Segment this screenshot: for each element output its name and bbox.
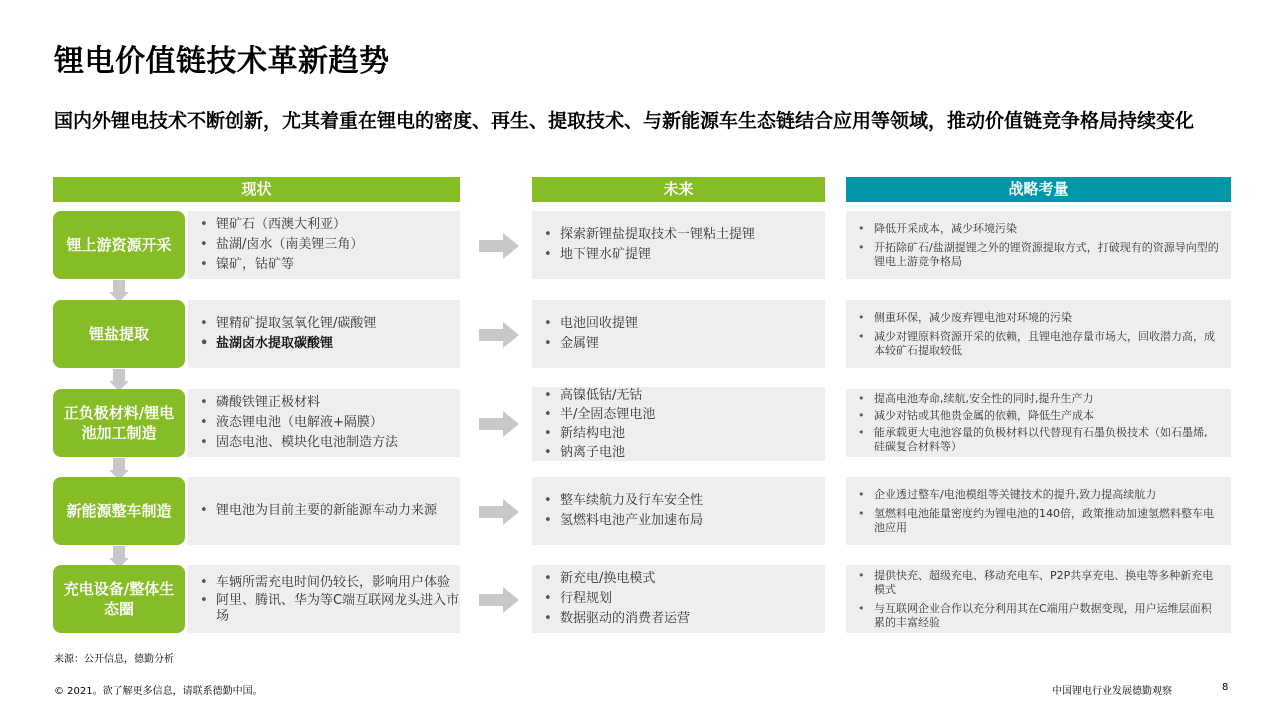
list-item: • 探索新锂盐提取技术一锂粘土提锂 [542, 225, 825, 245]
right-arrow-icon [479, 411, 519, 437]
list-item: • 氢燃料电池产业加速布局 [542, 511, 825, 531]
stage-label: 新能源整车制造 [53, 477, 185, 545]
current-status-list [198, 314, 460, 354]
list-item: • 地下锂水矿提锂 [542, 245, 825, 265]
current-status-list [198, 501, 460, 521]
strategy-box [846, 477, 1231, 545]
future-trend-box [532, 477, 825, 545]
list-item: • 新结构电池 [542, 424, 825, 443]
list-item: • 阿里、腾讯、华为等C端互联网龙头进入市场 [198, 593, 460, 625]
stage-label: 充电设备/整体生态圈 [53, 565, 185, 633]
column-header-now: 现状 [53, 177, 460, 202]
list-item: • 新充电/换电模式 [542, 569, 825, 589]
list-item: • 液态锂电池（电解液+隔膜） [198, 413, 460, 433]
list-item: • 锂矿石（西澳大利亚） [198, 215, 460, 235]
list-item: • 磷酸铁锂正极材料 [198, 393, 460, 413]
future-trend-list [542, 569, 825, 629]
column-header-future: 未来 [532, 177, 825, 202]
current-status-box [188, 565, 460, 633]
list-item: • 锂电池为目前主要的新能源车动力来源 [198, 501, 460, 521]
list-item: • 开拓除矿石/盐湖提锂之外的锂资源提取方式，打破现有的资源导向型的锂电上游竞争格局 [856, 241, 1221, 269]
value-chain-row [0, 300, 1280, 370]
list-item: • 企业透过整车/电池模组等关键技术的提升,致力提高续航力 [856, 488, 1221, 502]
strategy-box [846, 389, 1231, 457]
value-chain-row [0, 477, 1280, 547]
column-header-strategy: 战略考量 [846, 177, 1231, 202]
strategy-box [846, 211, 1231, 279]
future-trend-box [532, 211, 825, 279]
list-item: • 氢燃料电池能量密度约为锂电池的140倍，政策推动加速氢燃料整车电池应用 [856, 507, 1221, 535]
list-item: • 能承载更大电池容量的负极材料以代替现有石墨负极技术（如石墨烯, 硅碳复合材料等） [856, 426, 1221, 454]
value-chain-row [0, 565, 1280, 635]
list-item: • 行程规划 [542, 589, 825, 609]
list-item: • 减少对锂原料资源开采的依赖，且锂电池存量市场大，回收潜力高，成本较矿石提取较低 [856, 330, 1221, 358]
page-subtitle: 国内外锂电技术不断创新，尤其着重在锂电的密度、再生、提取技术、与新能源车生态链结合应用等领域，推动价值链竞争格局持续变化 [54, 110, 1195, 132]
right-arrow-icon [479, 233, 519, 259]
future-trend-box [532, 387, 825, 461]
list-item: • 镍矿，钴矿等 [198, 255, 460, 275]
stage-label: 正负极材料/锂电池加工制造 [53, 389, 185, 457]
stage-label: 锂上游资源开采 [53, 211, 185, 279]
list-item: • 车辆所需充电时间仍较长，影响用户体验 [198, 573, 460, 593]
current-status-box [188, 389, 460, 457]
list-item: • 整车续航力及行车安全性 [542, 491, 825, 511]
list-item: • 高镍低钴/无钴 [542, 386, 825, 405]
list-item: • 侧重环保，减少废弃锂电池对环境的污染 [856, 311, 1221, 325]
list-item: • 提供快充、超级充电、移动充电车、P2P共享充电、换电等多种新充电模式 [856, 569, 1221, 597]
list-item: • 降低开采成本，减少环境污染 [856, 222, 1221, 236]
current-status-box [188, 300, 460, 368]
future-trend-box [532, 565, 825, 633]
list-item: • 数据驱动的消费者运营 [542, 609, 825, 629]
value-chain-row [0, 389, 1280, 459]
list-item: • 固态电池、模块化电池制造方法 [198, 433, 460, 453]
list-item: • 提高电池寿命,续航,安全性的同时,提升生产力 [856, 392, 1221, 406]
copyright-note: © 2021。欲了解更多信息，请联系德勤中国。 [54, 686, 263, 697]
list-item: • 半/全固态锂电池 [542, 405, 825, 424]
strategy-list [856, 222, 1221, 269]
future-trend-list [542, 491, 825, 531]
list-item: • 电池回收提锂 [542, 314, 825, 334]
stage-label: 锂盐提取 [53, 300, 185, 368]
report-title: 中国锂电行业发展德勤观察 [1052, 686, 1172, 697]
future-trend-box [532, 300, 825, 368]
value-chain-row [0, 211, 1280, 281]
list-item: • 盐湖卤水提取碳酸锂 [198, 334, 460, 354]
strategy-box [846, 300, 1231, 368]
right-arrow-icon [479, 587, 519, 613]
right-arrow-icon [479, 322, 519, 348]
down-arrow-icon [109, 280, 129, 302]
strategy-list [856, 392, 1221, 454]
list-item: • 钠离子电池 [542, 443, 825, 462]
current-status-box [188, 477, 460, 545]
strategy-list [856, 311, 1221, 358]
current-status-list [198, 573, 460, 625]
strategy-list [856, 488, 1221, 535]
future-trend-list [542, 225, 825, 265]
list-item: • 盐湖/卤水（南美锂三角） [198, 235, 460, 255]
list-item: • 与互联网企业合作以充分利用其在C端用户数据变现，用户运维层面积累的丰富经验 [856, 602, 1221, 630]
list-item: • 金属锂 [542, 334, 825, 354]
strategy-list [856, 569, 1221, 630]
future-trend-list [542, 314, 825, 354]
current-status-list [198, 393, 460, 453]
source-note: 来源：公开信息，德勤分析 [54, 654, 174, 665]
page-number: 8 [1222, 682, 1229, 693]
right-arrow-icon [479, 499, 519, 525]
current-status-list [198, 215, 460, 275]
current-status-box [188, 211, 460, 279]
strategy-box [846, 565, 1231, 633]
down-arrow-icon [109, 369, 129, 391]
page-title: 锂电价值链技术革新趋势 [54, 44, 390, 79]
list-item: • 减少对钴或其他贵金属的依赖，降低生产成本 [856, 409, 1221, 423]
future-trend-list [542, 386, 825, 462]
list-item: • 锂精矿提取氢氧化锂/碳酸锂 [198, 314, 460, 334]
